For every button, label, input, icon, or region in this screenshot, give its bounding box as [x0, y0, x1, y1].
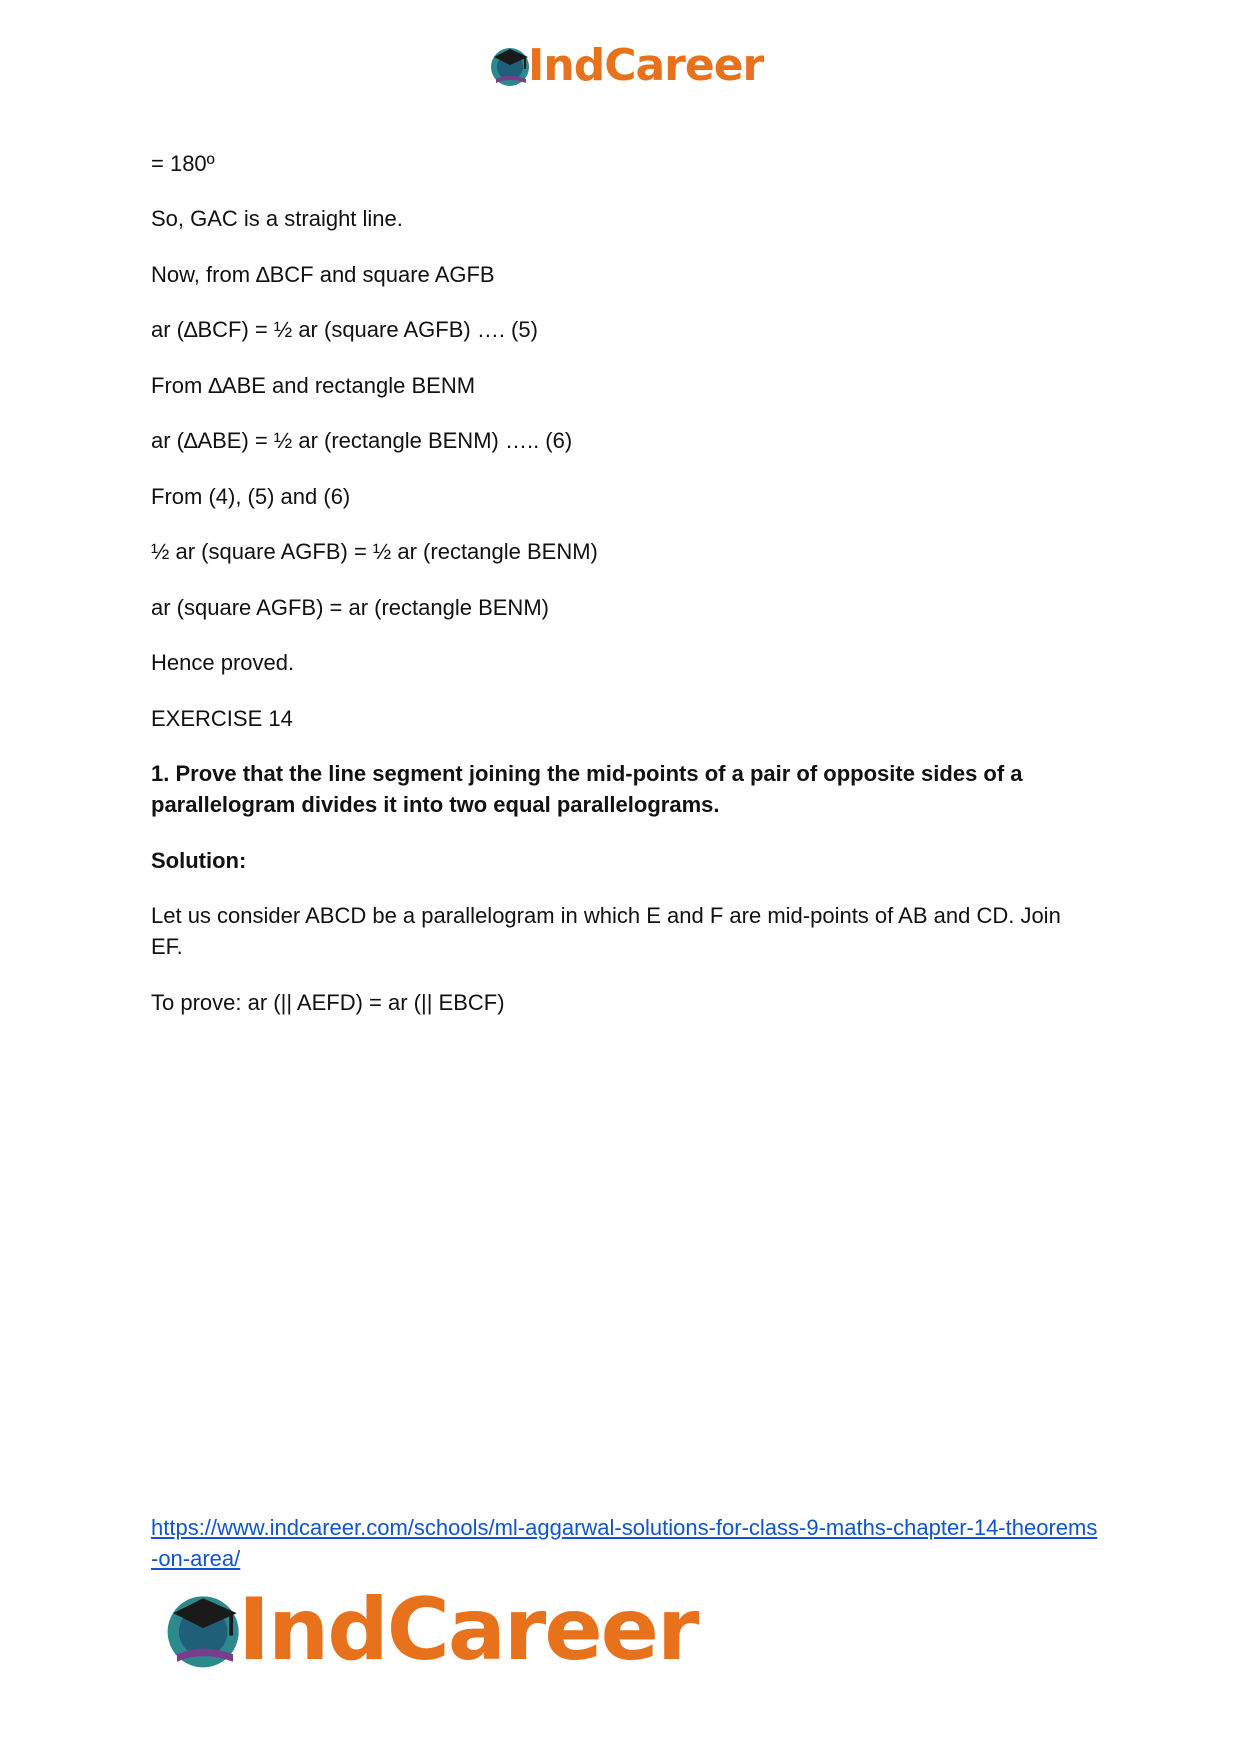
text-line: = 180º: [151, 151, 215, 176]
exercise-heading: EXERCISE 14: [151, 706, 293, 731]
text-line: From (4), (5) and (6): [151, 484, 351, 509]
header-logo: [488, 40, 763, 91]
text-line: Hence proved.: [151, 650, 295, 675]
solution-label: Solution:: [151, 848, 247, 873]
text-line: ar (∆BCF) = ½ ar (square AGFB) …. (5): [151, 317, 538, 342]
brand-name: IndCareer: [238, 1580, 698, 1680]
text-line: Now, from ∆BCF and square AGFB: [151, 262, 495, 287]
text-line: So, GAC is a straight line.: [151, 206, 403, 231]
solution-text: Let us consider ABCD be a parallelogram in which E and F are mid-points of AB and CD. Join EF.: [151, 903, 1061, 959]
text-line: ½ ar (square AGFB) = ½ ar (rectangle BENM): [151, 539, 598, 564]
question-text: 1. Prove that the line segment joining the mid-points of a pair of opposite sides of a parallelogram divides it into two equal parallelograms.: [151, 761, 1023, 817]
text-line: ar (square AGFB) = ar (rectangle BENM): [151, 595, 549, 620]
footer-logo: [162, 1580, 697, 1680]
text-line: ar (∆ABE) = ½ ar (rectangle BENM) ….. (6): [151, 428, 573, 453]
footer-url-link[interactable]: https://www.indcareer.com/schools/ml-aggarwal-solutions-for-class-9-maths-chapter-14-theorems-on-area/: [151, 1515, 1098, 1571]
to-prove-text: To prove: ar (|| AEFD) = ar (|| EBCF): [151, 990, 505, 1015]
text-line: From ∆ABE and rectangle BENM: [151, 373, 476, 398]
graduation-cap-book-icon: [162, 1587, 248, 1673]
brand-name: IndCareer: [528, 40, 764, 91]
